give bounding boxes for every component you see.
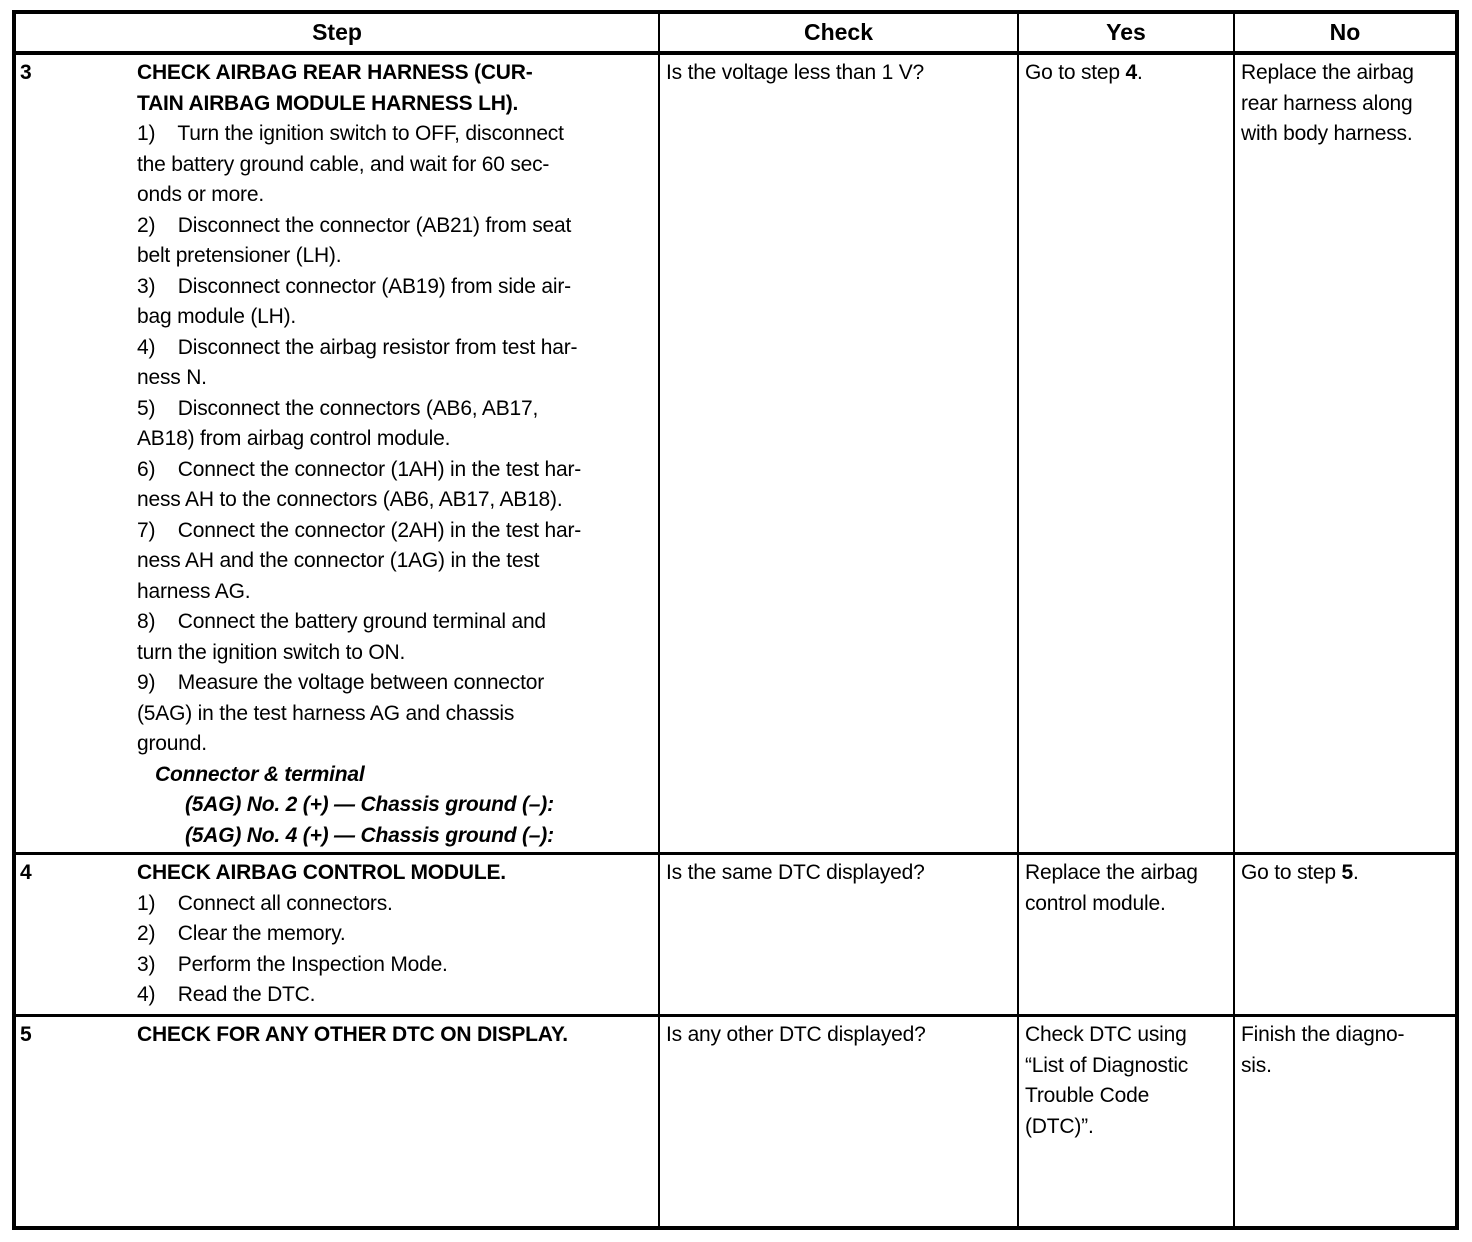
row4-step-cell — [16, 852, 658, 1014]
row4-step-title — [137, 858, 654, 889]
text-line: 1) Turn the ignition switch to OFF, disconnect — [137, 122, 564, 145]
text-line: AB18) from airbag control module. — [137, 427, 451, 450]
row4-step-content — [137, 858, 654, 1011]
text-line: 1) Connect all connectors. — [137, 891, 393, 915]
text-line: with body harness. — [1241, 122, 1413, 145]
text-line: turn the ignition switch to ON. — [137, 640, 406, 664]
text-line: ness AH and the connector (1AG) in the test — [137, 549, 540, 572]
text-line: 3) Disconnect connector (AB19) from side air- — [137, 274, 571, 298]
col-header-check — [658, 14, 1017, 55]
troubleshooting-table — [12, 10, 1459, 1230]
text-line: TAIN AIRBAG MODULE HARNESS LH). — [137, 91, 519, 115]
text-line: Is any other DTC displayed? — [666, 1023, 926, 1046]
row3-no-cell — [1233, 55, 1455, 852]
row3-connector-terminal-heading: Connector & terminal — [155, 762, 365, 786]
text-line: CHECK FOR ANY OTHER DTC ON DISPLAY. — [137, 1023, 568, 1046]
text-line: harness AG. — [137, 579, 251, 603]
col-header-no-label: No — [1329, 19, 1361, 45]
row4-step-body — [137, 889, 654, 1011]
row5-no-cell — [1233, 1014, 1455, 1226]
text-line: 3) Perform the Inspection Mode. — [137, 952, 448, 976]
col-header-step-label: Step — [312, 19, 362, 45]
text-line: Go to step 4. — [1025, 61, 1143, 84]
text-line: 5) Disconnect the connectors (AB6, AB17, — [137, 396, 539, 420]
row3-yes-cell — [1017, 55, 1233, 852]
text-line: 4) Read the DTC. — [137, 983, 316, 1006]
row3-connector-terminal-lines — [137, 790, 654, 851]
text-line: Is the voltage less than 1 V? — [666, 61, 925, 84]
row3-step-title — [137, 58, 654, 119]
col-header-yes — [1017, 14, 1233, 55]
text-line: ground. — [137, 732, 207, 755]
text-line: onds or more. — [137, 183, 264, 206]
text-line: belt pretensioner (LH). — [137, 244, 342, 267]
row5-yes-cell — [1017, 1014, 1233, 1226]
text-line: 8) Connect the battery ground terminal and — [137, 610, 546, 633]
text-line: Finish the diagno- — [1241, 1023, 1405, 1046]
row3-step-content — [137, 58, 654, 851]
row5-step-cell — [16, 1014, 658, 1226]
text-line: control module. — [1025, 891, 1166, 915]
text-line: bag module (LH). — [137, 305, 297, 328]
col-header-check-label: Check — [803, 19, 874, 45]
row5-check-cell — [658, 1014, 1017, 1226]
row4-step-number: 4 — [20, 861, 32, 884]
row5-step-content — [137, 1020, 654, 1051]
row5-step-title — [137, 1020, 654, 1051]
row4-yes-cell — [1017, 852, 1233, 1014]
text-line: Check DTC using — [1025, 1023, 1187, 1046]
text-line: 7) Connect the connector (2AH) in the test har- — [137, 518, 582, 542]
text-line: (DTC)”. — [1025, 1114, 1094, 1138]
text-line: 2) Disconnect the connector (AB21) from seat — [137, 213, 572, 237]
text-line: Replace the airbag — [1241, 61, 1414, 84]
text-line: Go to step 5. — [1241, 861, 1359, 884]
row5-step-number: 5 — [20, 1023, 32, 1046]
text-line: CHECK AIRBAG CONTROL MODULE. — [137, 861, 506, 884]
text-line: ness AH to the connectors (AB6, AB17, AB18). — [137, 488, 563, 511]
text-line: Replace the airbag — [1025, 861, 1198, 884]
col-header-yes-label: Yes — [1106, 19, 1146, 45]
text-line: Is the same DTC displayed? — [666, 861, 925, 884]
row4-check-cell — [658, 852, 1017, 1014]
text-line: 9) Measure the voltage between connector — [137, 671, 544, 694]
text-line: Trouble Code — [1025, 1084, 1150, 1107]
col-header-step — [16, 14, 658, 55]
text-line: 6) Connect the connector (1AH) in the test har- — [137, 457, 582, 481]
row3-step-number: 3 — [20, 61, 32, 84]
row4-no-cell — [1233, 852, 1455, 1014]
text-line: CHECK AIRBAG REAR HARNESS (CUR- — [137, 61, 533, 84]
row3-step-body — [137, 119, 654, 760]
text-line: the battery ground cable, and wait for 60 sec- — [137, 152, 550, 176]
text-line: 2) Clear the memory. — [137, 922, 346, 945]
text-line: 4) Disconnect the airbag resistor from test har- — [137, 335, 578, 359]
text-line: (5AG) No. 2 (+) — Chassis ground (–): — [185, 793, 554, 816]
row3-check-cell — [658, 55, 1017, 852]
row3-step-cell — [16, 55, 658, 852]
col-header-no — [1233, 14, 1455, 55]
text-line: (5AG) in the test harness AG and chassis — [137, 701, 515, 725]
text-line: ness N. — [137, 366, 207, 389]
text-line: rear harness along — [1241, 91, 1413, 115]
text-line: (5AG) No. 4 (+) — Chassis ground (–): — [185, 823, 554, 847]
text-line: “List of Diagnostic — [1025, 1053, 1189, 1077]
text-line: sis. — [1241, 1053, 1272, 1077]
